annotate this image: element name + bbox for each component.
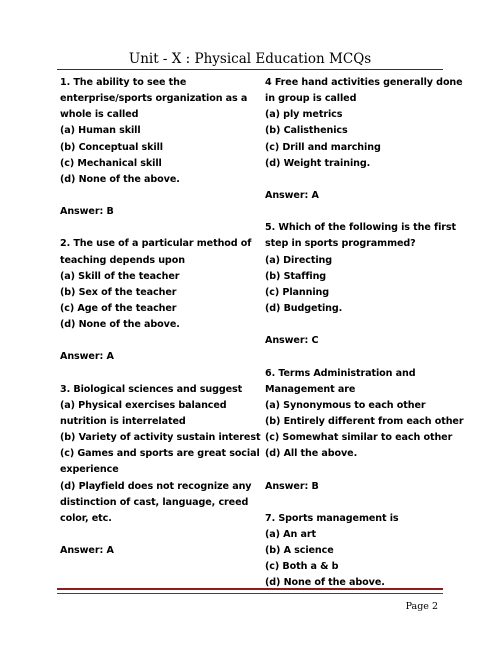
text-line: Management are bbox=[265, 383, 356, 395]
option-line: (c) Mechanical skill bbox=[60, 157, 162, 169]
header-rule bbox=[57, 69, 443, 70]
option-line: (b) Conceptual skill bbox=[60, 141, 163, 153]
blank-line bbox=[60, 188, 252, 204]
option-line: (b) Calisthenics bbox=[265, 125, 348, 137]
option-line: (d) All the above. bbox=[265, 448, 358, 460]
page-header-title: Unit - X : Physical Education MCQs bbox=[128, 51, 372, 67]
option-line: (d) Playfield does not recognize any bbox=[60, 480, 252, 492]
option-line: (b) Sex of the teacher bbox=[60, 286, 177, 298]
option-line: (d) None of the above. bbox=[60, 319, 180, 331]
blank-line bbox=[60, 333, 252, 349]
text-line: experience bbox=[60, 464, 119, 476]
footer-rule-thin bbox=[57, 593, 443, 594]
footer-rule-red bbox=[57, 588, 443, 590]
text-line: enterprise/sports organization as a bbox=[60, 93, 248, 105]
question-line: 4 Free hand activities generally done bbox=[265, 77, 463, 88]
option-line: (a) Physical exercises balanced bbox=[60, 399, 227, 411]
text-line: in group is called bbox=[265, 93, 357, 105]
option-line: (d) None of the above. bbox=[60, 173, 180, 185]
option-line: (d) Budgeting. bbox=[265, 302, 343, 314]
question-line: 2. The use of a particular method of bbox=[60, 238, 252, 250]
option-line: (b) A science bbox=[265, 545, 334, 557]
question-line: 7. Sports management is bbox=[265, 512, 399, 524]
answer-line: Answer: C bbox=[265, 335, 319, 347]
blank-line bbox=[60, 220, 252, 236]
option-line: (a) ply metrics bbox=[265, 109, 343, 121]
blank-line bbox=[265, 349, 450, 365]
option-line: (b) Entirely different from each other bbox=[265, 415, 464, 427]
text-line: color, etc. bbox=[60, 512, 112, 524]
blank-line bbox=[265, 204, 450, 220]
blank-line bbox=[265, 495, 450, 511]
option-line: (a) Human skill bbox=[60, 125, 141, 137]
text-line: nutrition is interrelated bbox=[60, 415, 186, 427]
answer-line: Answer: B bbox=[265, 480, 319, 492]
answer-line: Answer: A bbox=[60, 351, 114, 363]
blank-line bbox=[60, 527, 252, 543]
answer-line: Answer: A bbox=[265, 189, 319, 201]
page-number: Page 2 bbox=[405, 601, 438, 612]
question-line: 1. The ability to see the bbox=[60, 77, 187, 88]
option-line: (a) Skill of the teacher bbox=[60, 270, 180, 282]
text-line: step in sports programmed? bbox=[265, 238, 416, 250]
text-line: whole is called bbox=[60, 109, 139, 121]
left-question-column bbox=[60, 75, 261, 559]
option-line: (c) Somewhat similar to each other bbox=[265, 432, 453, 444]
option-line: (c) Games and sports are great social bbox=[60, 448, 260, 460]
option-line: (a) Synonymous to each other bbox=[265, 399, 426, 411]
blank-line bbox=[265, 172, 450, 188]
option-line: (d) Weight training. bbox=[265, 157, 371, 169]
question-line: 5. Which of the following is the first bbox=[265, 222, 456, 234]
text-line: teaching depends upon bbox=[60, 254, 185, 266]
blank-line bbox=[265, 462, 450, 478]
blank-line bbox=[265, 317, 450, 333]
right-question-column bbox=[265, 75, 464, 592]
option-line: (c) Both a & b bbox=[265, 561, 339, 573]
option-line: (c) Planning bbox=[265, 286, 330, 298]
option-line: (a) An art bbox=[265, 528, 316, 540]
option-line: (c) Age of the teacher bbox=[60, 302, 177, 314]
option-line: (c) Drill and marching bbox=[265, 141, 381, 153]
answer-line: Answer: A bbox=[60, 545, 114, 557]
option-line: (a) Directing bbox=[265, 254, 333, 266]
question-line: 6. Terms Administration and bbox=[265, 367, 416, 379]
blank-line bbox=[60, 366, 252, 382]
option-line: (d) None of the above. bbox=[265, 577, 385, 589]
question-line: 3. Biological sciences and suggest bbox=[60, 383, 243, 395]
answer-line: Answer: B bbox=[60, 206, 114, 218]
text-line: distinction of cast, language, creed bbox=[60, 496, 249, 508]
option-line: (b) Staffing bbox=[265, 270, 327, 282]
option-line: (b) Variety of activity sustain interest bbox=[60, 432, 261, 444]
